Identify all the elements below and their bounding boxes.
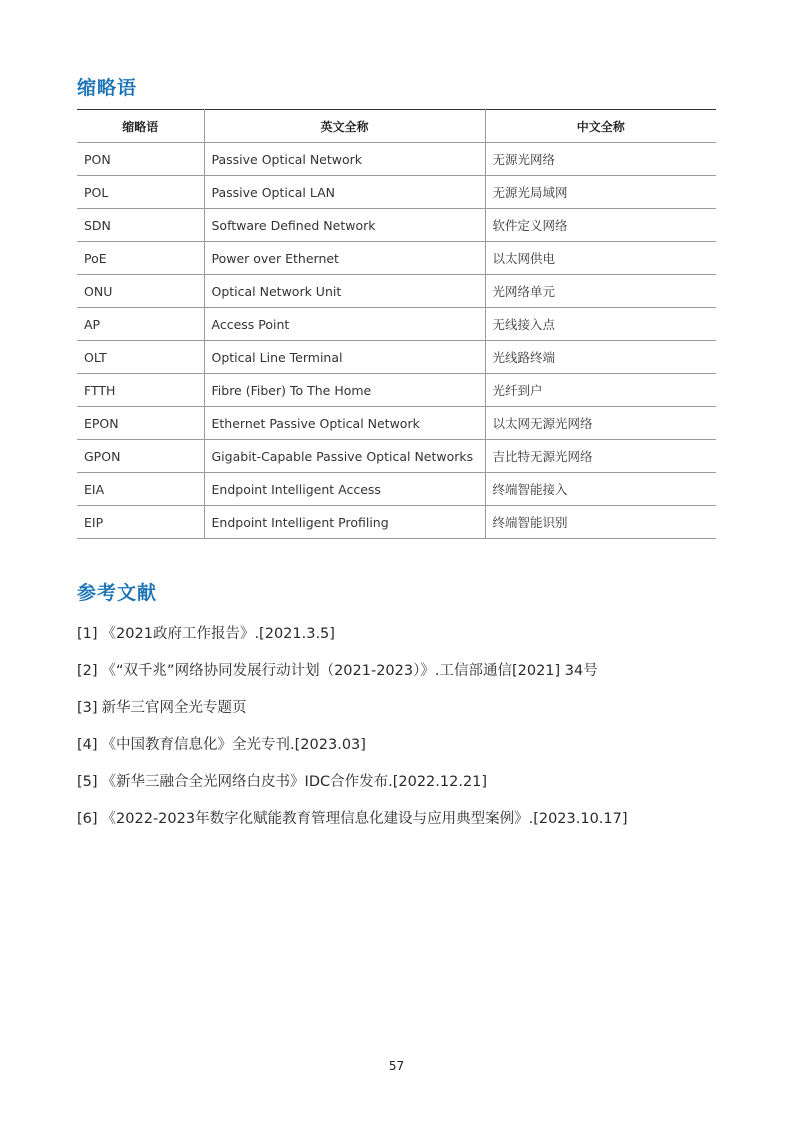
chinese-cell: 光网络单元 <box>485 275 716 308</box>
reference-number: [4] <box>77 737 98 753</box>
abbr-cell: PoE <box>77 242 204 275</box>
table-row <box>77 407 716 440</box>
chinese-cell: 终端智能接入 <box>485 473 716 506</box>
references-list <box>77 624 628 846</box>
list-item <box>77 661 628 698</box>
reference-number: [5] <box>77 774 98 790</box>
table-row <box>77 209 716 242</box>
table-row <box>77 374 716 407</box>
list-item <box>77 735 628 772</box>
reference-text: 新华三官网全光专题页 <box>101 700 247 716</box>
reference-number: [2] <box>77 663 98 679</box>
table-row <box>77 308 716 341</box>
chinese-cell: 无线接入点 <box>485 308 716 341</box>
page-number: 57 <box>388 1059 405 1073</box>
chinese-cell: 光线路终端 <box>485 341 716 374</box>
abbr-cell: AP <box>77 308 204 341</box>
reference-number: [6] <box>77 811 98 827</box>
reference-text: 《新华三融合全光网络白皮书》IDC合作发布.[2022.12.21] <box>101 774 488 790</box>
chinese-cell: 以太网无源光网络 <box>485 407 716 440</box>
list-item <box>77 624 628 661</box>
abbr-cell: SDN <box>77 209 204 242</box>
reference-number: [3] <box>77 700 98 716</box>
abbr-cell: GPON <box>77 440 204 473</box>
english-cell: Endpoint Intelligent Profiling <box>204 506 485 539</box>
chinese-cell: 软件定义网络 <box>485 209 716 242</box>
abbr-cell: EIP <box>77 506 204 539</box>
english-cell: Software Defined Network <box>204 209 485 242</box>
english-cell: Access Point <box>204 308 485 341</box>
table-row <box>77 275 716 308</box>
table-row <box>77 143 716 176</box>
list-item <box>77 698 628 735</box>
reference-text: 《2022-2023年数字化赋能教育管理信息化建设与应用典型案例》.[2023.10.17] <box>101 811 628 827</box>
table-row <box>77 176 716 209</box>
reference-text: 《“双千兆”网络协同发展行动计划（2021-2023）》.工信部通信[2021] 34号 <box>101 663 598 679</box>
english-cell: Optical Network Unit <box>204 275 485 308</box>
chinese-cell: 无源光网络 <box>485 143 716 176</box>
abbr-cell: EIA <box>77 473 204 506</box>
abbreviations-table <box>77 109 716 539</box>
chinese-cell: 终端智能识别 <box>485 506 716 539</box>
list-item <box>77 772 628 809</box>
table-row <box>77 473 716 506</box>
table-row <box>77 242 716 275</box>
references-heading: 参考文献 <box>77 582 158 604</box>
english-cell: Gigabit-Capable Passive Optical Networks <box>204 440 485 473</box>
english-cell: Optical Line Terminal <box>204 341 485 374</box>
english-cell: Ethernet Passive Optical Network <box>204 407 485 440</box>
abbr-cell: FTTH <box>77 374 204 407</box>
abbr-cell: ONU <box>77 275 204 308</box>
chinese-cell: 无源光局域网 <box>485 176 716 209</box>
abbr-cell: POL <box>77 176 204 209</box>
abbr-cell: OLT <box>77 341 204 374</box>
abbreviations-heading: 缩略语 <box>77 77 138 99</box>
table-row <box>77 506 716 539</box>
list-item <box>77 809 628 846</box>
english-cell: Passive Optical LAN <box>204 176 485 209</box>
table-header-row <box>77 110 716 143</box>
chinese-cell: 吉比特无源光网络 <box>485 440 716 473</box>
abbr-cell: EPON <box>77 407 204 440</box>
english-cell: Passive Optical Network <box>204 143 485 176</box>
table-row <box>77 341 716 374</box>
english-cell: Endpoint Intelligent Access <box>204 473 485 506</box>
chinese-cell: 光纤到户 <box>485 374 716 407</box>
abbr-cell: PON <box>77 143 204 176</box>
reference-text: 《中国教育信息化》全光专刊.[2023.03] <box>101 737 366 753</box>
column-header-english: 英文全称 <box>204 110 485 143</box>
chinese-cell: 以太网供电 <box>485 242 716 275</box>
column-header-chinese: 中文全称 <box>485 110 716 143</box>
reference-text: 《2021政府工作报告》.[2021.3.5] <box>101 626 335 642</box>
reference-number: [1] <box>77 626 98 642</box>
table-row <box>77 440 716 473</box>
english-cell: Fibre (Fiber) To The Home <box>204 374 485 407</box>
column-header-abbreviation: 缩略语 <box>77 110 204 143</box>
english-cell: Power over Ethernet <box>204 242 485 275</box>
